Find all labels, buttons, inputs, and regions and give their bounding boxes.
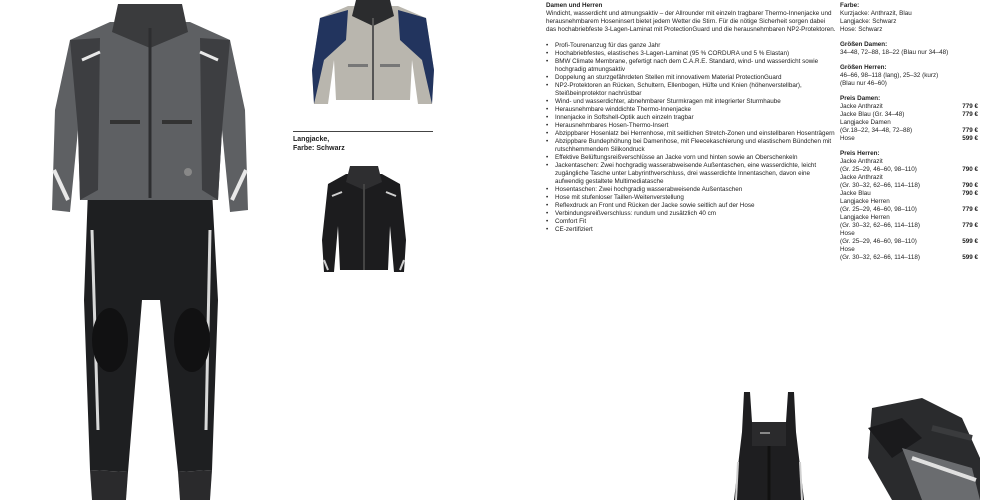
long-jacket-black-photo	[318, 166, 410, 276]
feature-item: • Verbindungsreißverschluss: rundum und zusätzlich 40 cm	[546, 210, 836, 218]
feature-item: • Abzippbare Bundерhöhung bei Damenhose, mit Fleecekaschierung und elastischem Bündchen mit rutschhemmendem Silikondruck	[546, 138, 836, 154]
description-heading: Damen und Herren	[546, 2, 603, 9]
feature-item: • Innenjacke in Softshell-Optik auch einzeln tragbar	[546, 114, 836, 122]
price-label: Jacke Blau	[840, 190, 871, 197]
feature-item: • Profi-Tourenanzug für das ganze Jahr	[546, 42, 836, 50]
price-row	[840, 119, 978, 127]
feature-item: • Hosentaschen: Zwei hochgradig wasserabweisende Außentaschen	[546, 186, 836, 194]
sizes-women-heading: Größen Damen:	[840, 41, 888, 48]
color-line: Langjacke: Schwarz	[840, 18, 897, 25]
sizes-men-line: (Blau nur 46–60)	[840, 80, 887, 87]
price-row	[840, 111, 978, 119]
feature-item: • Hochabriebfestes, elastisches 3-Lagen-Laminat (95 % CORDURA und 5 % Elastan)	[546, 50, 836, 58]
price-women-heading: Preis Damen:	[840, 95, 881, 102]
sizes-women-line: 34–48, 72–88, 18–22 (Blau nur 34–48)	[840, 49, 949, 56]
product-description	[546, 2, 836, 234]
price-row	[840, 174, 978, 182]
price-label: Jacke Anthrazit	[840, 103, 883, 110]
feature-item: • Comfort Fit	[546, 218, 836, 226]
caption-line-1: Langjacke,	[293, 136, 330, 143]
feature-item: • Doppelung an sturzgefährdeten Stellen mit innovativem Material ProtectionGuard	[546, 74, 836, 82]
price-value: 790 €	[962, 190, 978, 197]
sizes-men-line: 46–66, 98–118 (lang), 25–32 (kurz)	[840, 72, 939, 79]
price-value: 790 €	[962, 182, 978, 189]
price-label: Jacke Anthrazit	[840, 158, 883, 165]
price-row	[840, 230, 978, 238]
price-label: (Gr. 25–29, 46–60, 98–110)	[840, 206, 917, 213]
motorcycle-jacket-icon	[318, 166, 410, 276]
bib-trousers-photo	[724, 392, 814, 500]
price-row	[840, 158, 978, 166]
price-value: 790 €	[962, 166, 978, 173]
jacket-blue-photo	[308, 0, 438, 108]
price-label: Jacke Anthrazit	[840, 174, 883, 181]
price-value: 779 €	[962, 111, 978, 118]
price-value: 599 €	[962, 238, 978, 245]
feature-item: • BMW Climate Membrane, gefertigt nach dem C.A.R.E. Standard, wind- und wasserdicht sowie hochgradig atmungsaktiv	[546, 58, 836, 74]
motorcycle-jacket-icon	[308, 0, 438, 108]
color-line: Kurzjacke: Anthrazit, Blau	[840, 10, 912, 17]
feature-item: • Jackentaschen: Zwei hochgradig wasserabweisende Außentaschen, eine wasserdichte, leicht zugängliche Tasche unter Labyrinthverschluss, drei wasserdichte Innentaschen, davon eine aufwendig gestaltete Multimediatasche	[546, 162, 836, 186]
jacket-detail-icon	[862, 398, 982, 500]
caption-line-2: Farbe: Schwarz	[293, 145, 345, 152]
price-row	[840, 182, 978, 190]
price-row	[840, 198, 978, 206]
price-row	[840, 238, 978, 246]
feature-item: • Herausnehmbare winddichte Thermo-Innenjacke	[546, 106, 836, 114]
feature-item: • Abzippbarer Hosenlatz bei Herrenhose, mit seitlichen Stretch-Zonen und einstellbaren Hosenträgern	[546, 130, 836, 138]
feature-item: • Hose mit stufenloser Taillen-Weitenverstellung	[546, 194, 836, 202]
feature-item: • Wind- und wasserdichter, abnehmbarer Sturmkragen mit integrierter Sturmhaube	[546, 98, 836, 106]
price-row	[840, 190, 978, 198]
price-value: 779 €	[962, 222, 978, 229]
color-heading: Farbe:	[840, 2, 860, 9]
price-row	[840, 254, 978, 262]
price-row	[840, 103, 978, 111]
price-label: (Gr. 30–32, 62–66, 114–118)	[840, 182, 920, 189]
full-suit-anthracite-photo	[40, 0, 250, 500]
price-label: Langjacke Herren	[840, 214, 890, 221]
price-label: Hose	[840, 246, 855, 253]
price-label: (Gr. 30–32, 62–66, 114–118)	[840, 254, 920, 261]
feature-item: • Reflexdruck an Front und Rücken der Jacke sowie seitlich auf der Hose	[546, 202, 836, 210]
description-intro: Windicht, wasserdicht und atmungsaktiv – der Allrounder mit einzeln tragbarer Thermo-Innenjacke und herausnehmbarem Hoseninsert bietet jedem Wetter die Stirn. Für die nötige Sicherheit sorgen dabei das hochabriebfeste 3-Lagen-Laminat mit ProtectionGuard und die herausnehmbaren NP2-Protektoren.	[546, 10, 836, 33]
feature-item: • Herausnehmbares Hosen-Thermo-Insert	[546, 122, 836, 130]
price-row	[840, 135, 978, 143]
motorcycle-suit-icon	[40, 0, 250, 500]
price-label: Langjacke Damen	[840, 119, 891, 126]
feature-item: • Effektive Belüftungsreißverschlüsse an Jacke vorn und hinten sowie an Oberschenkeln	[546, 154, 836, 162]
feature-item: • CE-zertifiziert	[546, 226, 836, 234]
price-label: Hose	[840, 135, 855, 142]
price-men-heading: Preis Herren:	[840, 150, 880, 157]
long-jacket-caption	[293, 135, 345, 153]
price-value: 599 €	[962, 135, 978, 142]
feature-list	[546, 42, 836, 234]
price-value: 779 €	[962, 103, 978, 110]
bib-trousers-icon	[724, 392, 814, 500]
price-label: (Gr. 30–32, 62–66, 114–118)	[840, 222, 920, 229]
price-row	[840, 127, 978, 135]
price-row	[840, 246, 978, 254]
price-label: Langjacke Herren	[840, 198, 890, 205]
price-label: (Gr. 25–29, 46–60, 98–110)	[840, 238, 917, 245]
price-value: 779 €	[962, 206, 978, 213]
price-row	[840, 214, 978, 222]
caption-divider	[293, 131, 433, 132]
price-row	[840, 206, 978, 214]
price-row	[840, 222, 978, 230]
price-value: 599 €	[962, 254, 978, 261]
color-line: Hose: Schwarz	[840, 26, 883, 33]
price-label: (Gr. 25–29, 46–60, 98–110)	[840, 166, 917, 173]
feature-item: • NP2-Protektoren an Rücken, Schultern, Ellenbogen, Hüfte und Knien (höhenverstellbar), Steißbeinprotektor nachrüstbar	[546, 82, 836, 98]
price-label: Hose	[840, 230, 855, 237]
specs-panel	[840, 2, 978, 262]
sizes-men-heading: Größen Herren:	[840, 64, 887, 71]
price-label: (Gr.18–22, 34–48, 72–88)	[840, 127, 913, 134]
price-row	[840, 166, 978, 174]
jacket-detail-photo	[862, 398, 982, 500]
price-value: 779 €	[962, 127, 978, 134]
price-label: Jacke Blau (Gr. 34–48)	[840, 111, 905, 118]
